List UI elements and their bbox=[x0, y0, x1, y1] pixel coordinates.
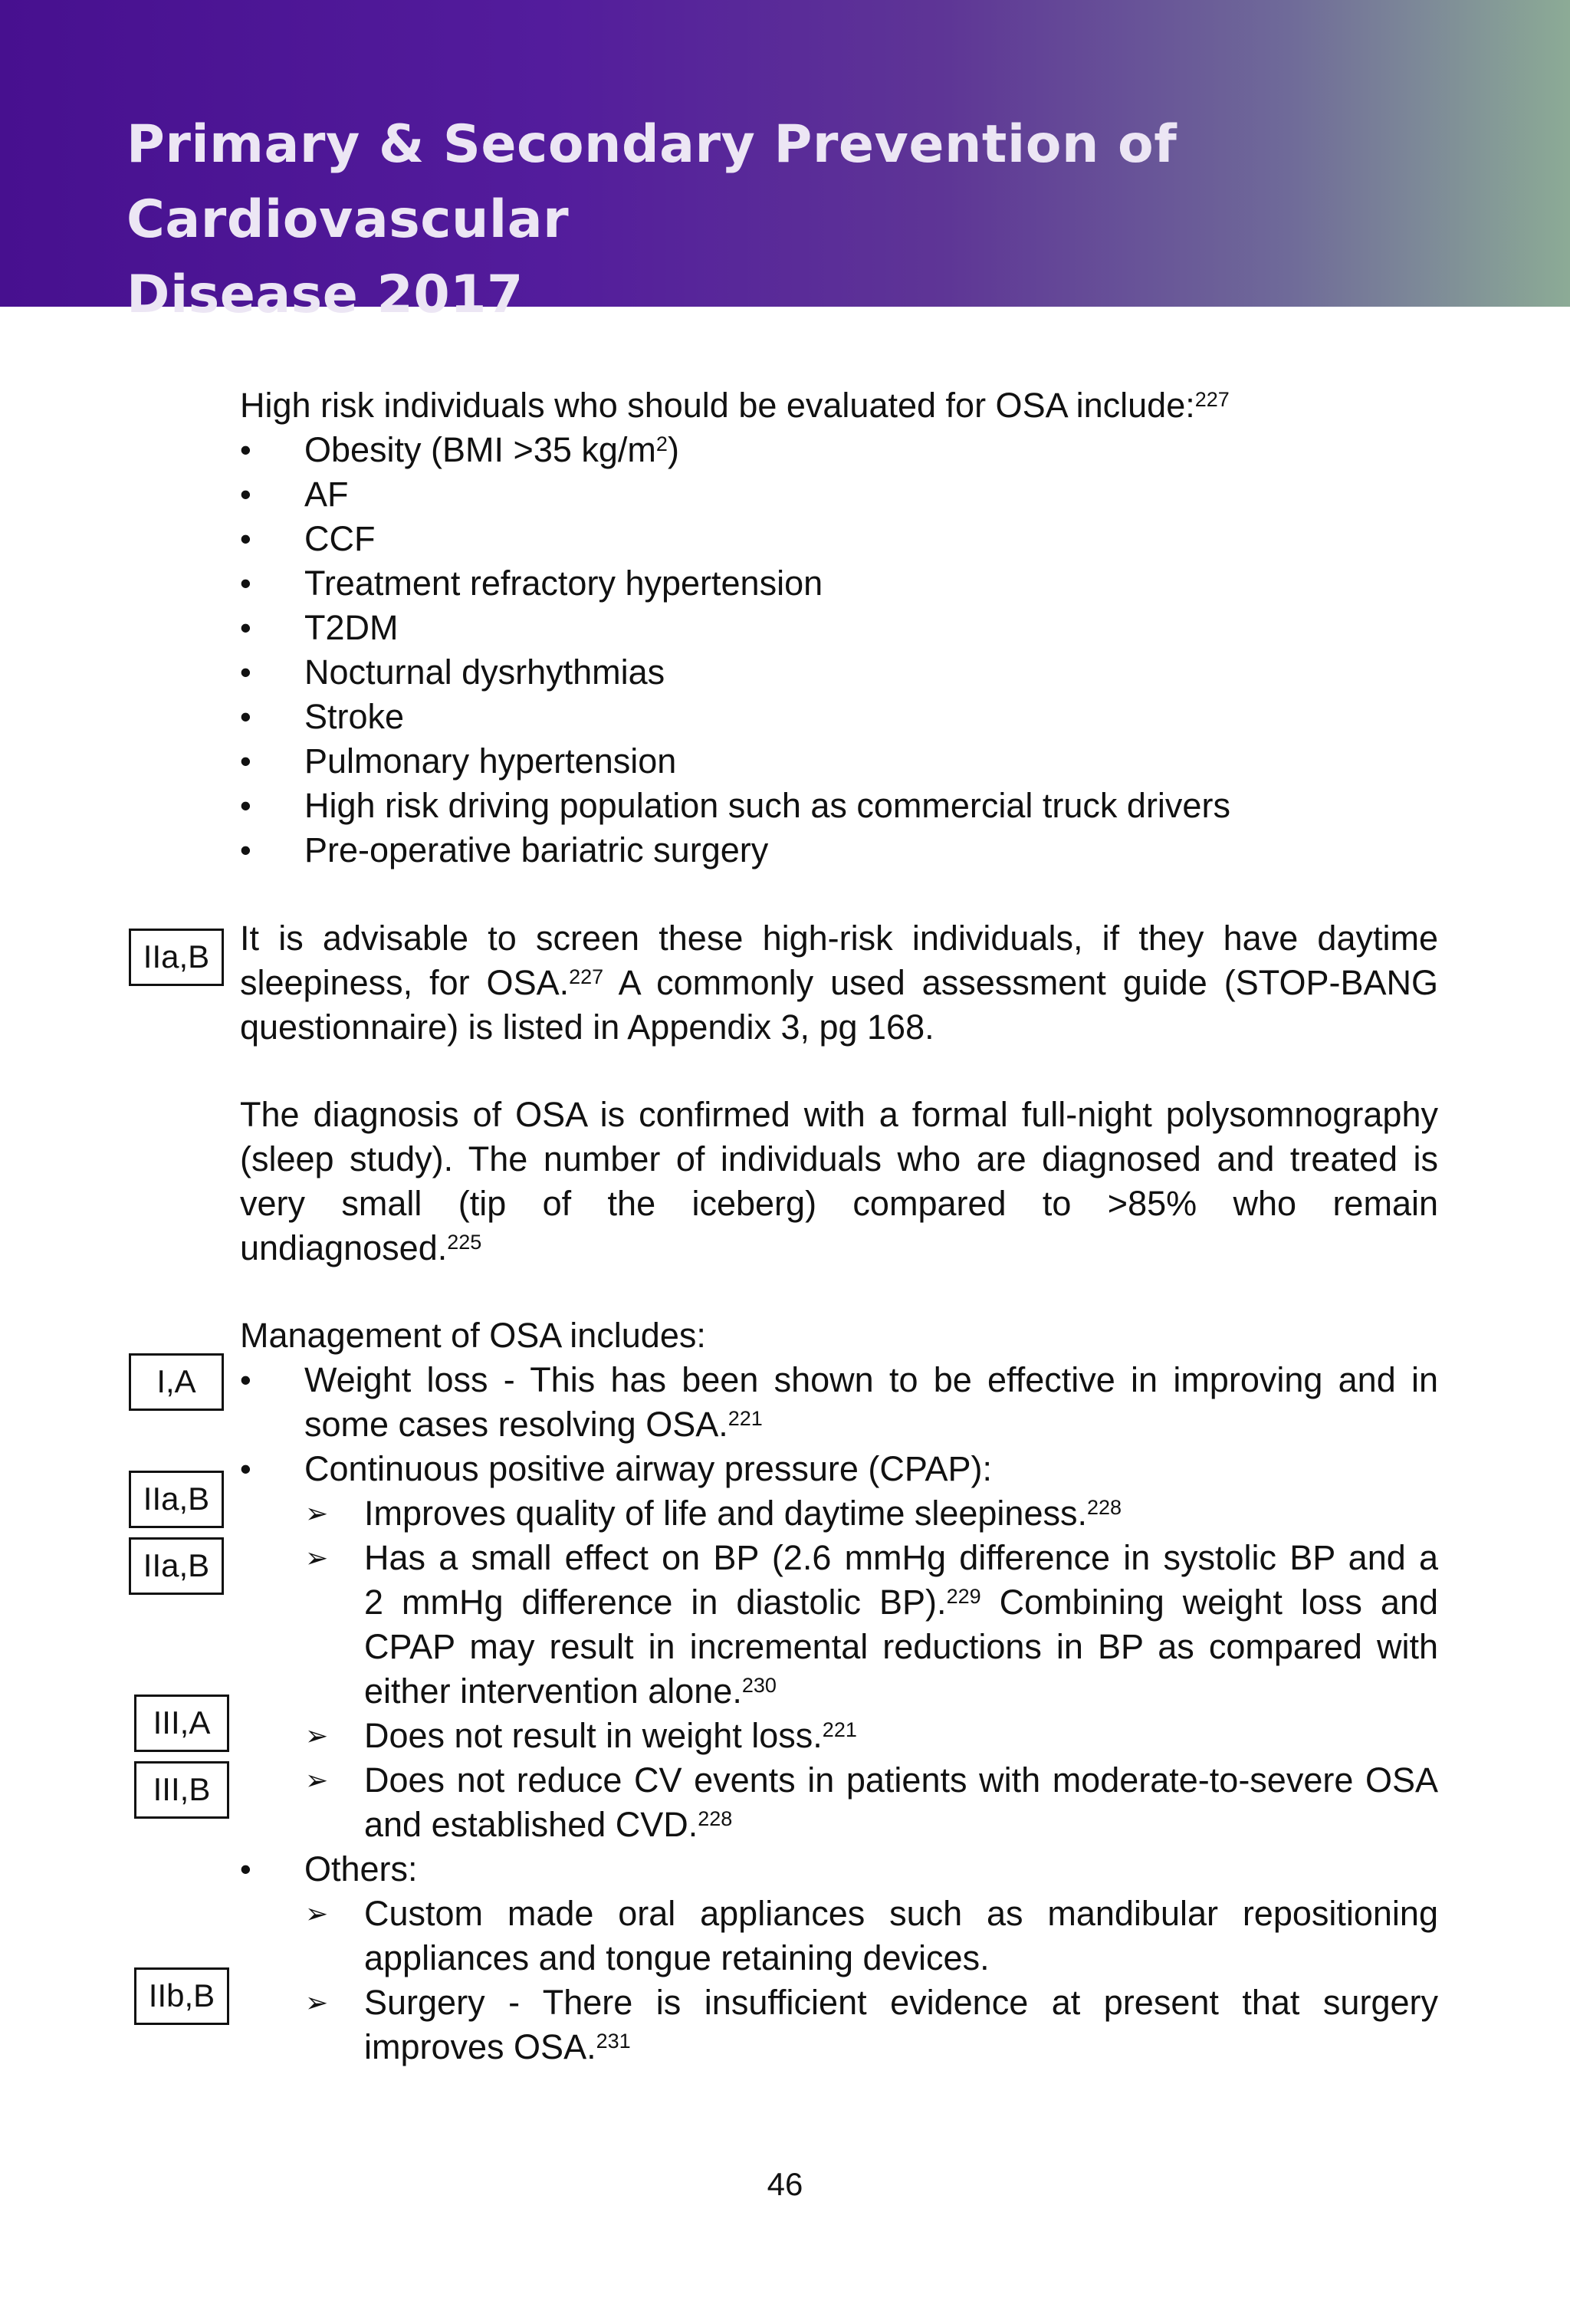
reference-number: 221 bbox=[728, 1407, 763, 1430]
list-item-text: AF bbox=[304, 475, 349, 514]
cpap-text: Does not result in weight loss. bbox=[364, 1716, 823, 1755]
rating-badge-weight-loss: I,A bbox=[129, 1353, 224, 1411]
bullet: • bbox=[240, 699, 251, 735]
arrow-bullet-icon: ➢ bbox=[305, 1764, 329, 1796]
bullet: • bbox=[240, 1362, 251, 1398]
cpap-text: and established CVD. bbox=[364, 1805, 698, 1844]
diagnosis-line-3: very small (tip of the iceberg) compared to >85% who remain bbox=[240, 1184, 1438, 1223]
screening-line-3 bbox=[240, 1005, 1438, 1050]
document-title-line2: Disease 2017 bbox=[126, 265, 524, 325]
diagnosis-line-2: (sleep study). The number of individuals who are diagnosed and treated is bbox=[240, 1139, 1438, 1178]
reference-number: 230 bbox=[741, 1674, 777, 1697]
list-item-text: Pre-operative bariatric surgery bbox=[304, 830, 769, 869]
screening-text: sleepiness, for OSA. bbox=[240, 963, 570, 1002]
arrow-bullet-icon: ➢ bbox=[305, 1987, 329, 2018]
diagnosis-line-4 bbox=[240, 1226, 1438, 1270]
rating-badge-cpap-qol: IIa,B bbox=[129, 1471, 224, 1528]
bullet: • bbox=[240, 1451, 251, 1487]
list-item-text: Stroke bbox=[304, 697, 405, 736]
list-item-tail: ) bbox=[667, 430, 679, 469]
arrow-bullet-icon: ➢ bbox=[305, 1542, 329, 1573]
cpap-text: either intervention alone. bbox=[364, 1672, 742, 1711]
bullet: • bbox=[240, 432, 251, 468]
reference-number: 225 bbox=[447, 1231, 482, 1254]
list-item-text: Pulmonary hypertension bbox=[304, 741, 677, 781]
bullet: • bbox=[240, 476, 251, 512]
others-text: Surgery - There is insufficient evidence at present that surgery bbox=[364, 1983, 1438, 2022]
bullet: • bbox=[240, 565, 251, 601]
management-text: Continuous positive airway pressure (CPAP): bbox=[304, 1449, 993, 1488]
cpap-text: CPAP may result in incremental reductions in BP as compared with bbox=[364, 1627, 1438, 1666]
list-item-text: Treatment refractory hypertension bbox=[304, 564, 823, 603]
high-risk-intro-text: High risk individuals who should be evaluated for OSA include: bbox=[240, 386, 1195, 425]
bullet: • bbox=[240, 832, 251, 868]
bullet: • bbox=[240, 610, 251, 646]
cpap-text: Has a small effect on BP (2.6 mmHg difference in systolic BP and a bbox=[364, 1538, 1438, 1577]
bullet: • bbox=[240, 1851, 251, 1887]
screening-text: . bbox=[925, 1008, 934, 1047]
bullet: • bbox=[240, 654, 251, 690]
rating-badge-cpap-cv: III,B bbox=[134, 1761, 229, 1819]
reference-number: 227 bbox=[1194, 388, 1230, 411]
bullet: • bbox=[240, 787, 251, 823]
page-header-banner bbox=[0, 0, 1570, 325]
superscript: 2 bbox=[655, 432, 668, 455]
diagnosis-line-1: The diagnosis of OSA is confirmed with a formal full-night polysomnography bbox=[240, 1095, 1438, 1134]
list-item-text: CCF bbox=[304, 519, 376, 558]
arrow-bullet-icon: ➢ bbox=[305, 1898, 329, 1929]
reference-number: 228 bbox=[1086, 1496, 1122, 1519]
others-text: appliances and tongue retaining devices. bbox=[364, 1938, 990, 1977]
reference-number: 228 bbox=[698, 1807, 733, 1830]
diagnosis-text: undiagnosed. bbox=[240, 1228, 448, 1267]
bullet: • bbox=[240, 743, 251, 779]
management-text: Weight loss - This has been shown to be effective in improving and in bbox=[304, 1360, 1438, 1399]
list-item-text: High risk driving population such as commercial truck drivers bbox=[304, 786, 1230, 825]
rating-badge-cpap-weight: III,A bbox=[134, 1695, 229, 1752]
arrow-bullet-icon: ➢ bbox=[305, 1720, 329, 1751]
rating-badge-screening: IIa,B bbox=[129, 929, 224, 986]
screening-line-1: It is advisable to screen these high-risk individuals, if they have daytime bbox=[240, 919, 1438, 958]
document-title-line1: Primary & Secondary Prevention of Cardiovascular bbox=[126, 114, 1178, 250]
management-intro: Management of OSA includes: bbox=[240, 1316, 706, 1355]
screening-text: questionnaire) is listed in bbox=[240, 1008, 628, 1047]
rating-badge-cpap-bp: IIa,B bbox=[129, 1537, 224, 1595]
list-item-text: Obesity (BMI >35 kg/m bbox=[304, 430, 656, 469]
screening-line-2 bbox=[240, 961, 1438, 1005]
others-text: Custom made oral appliances such as mandibular repositioning bbox=[364, 1894, 1438, 1933]
screening-text: A commonly used assessment guide (STOP-BANG bbox=[603, 963, 1439, 1002]
bullet: • bbox=[240, 521, 251, 557]
others-text: improves OSA. bbox=[364, 2027, 596, 2066]
management-text: Others: bbox=[304, 1849, 418, 1888]
reference-number: 221 bbox=[822, 1718, 857, 1741]
cpap-text: Combining weight loss and bbox=[980, 1583, 1438, 1622]
cpap-text: 2 mmHg difference in diastolic BP). bbox=[364, 1583, 947, 1622]
cpap-text: Does not reduce CV events in patients with moderate-to-severe OSA bbox=[364, 1760, 1438, 1800]
reference-number: 229 bbox=[946, 1585, 981, 1608]
management-text: some cases resolving OSA. bbox=[304, 1405, 728, 1444]
reference-number: 227 bbox=[569, 965, 604, 988]
arrow-bullet-icon: ➢ bbox=[305, 1497, 329, 1529]
page-number: 46 bbox=[767, 2166, 803, 2202]
rating-badge-surgery: IIb,B bbox=[134, 1967, 229, 2025]
high-risk-intro bbox=[240, 383, 1438, 428]
list-item-text: Nocturnal dysrhythmias bbox=[304, 652, 665, 692]
appendix-link[interactable]: Appendix 3, pg 168 bbox=[627, 1008, 925, 1047]
reference-number: 231 bbox=[596, 2030, 631, 2053]
document-title bbox=[126, 107, 1506, 333]
cpap-text: Improves quality of life and daytime sleepiness. bbox=[364, 1494, 1087, 1533]
list-item-text: T2DM bbox=[304, 608, 399, 647]
